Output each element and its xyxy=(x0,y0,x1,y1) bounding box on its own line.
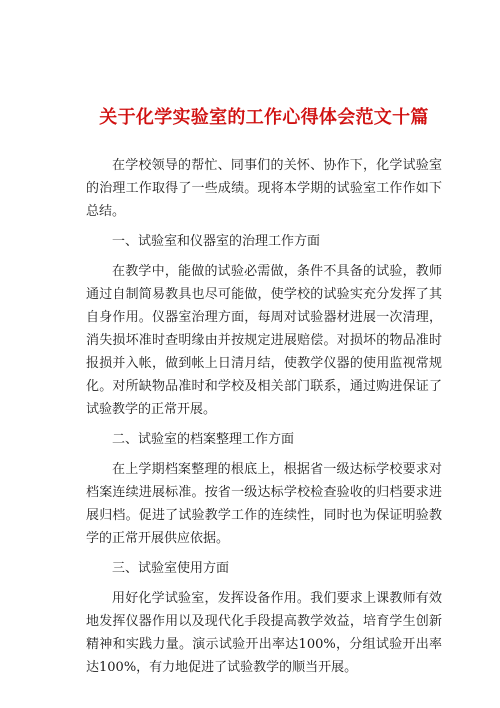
section-heading-lab-usage: 三、试验室使用方面 xyxy=(112,561,230,576)
section-heading-archive: 二、试验室的档案整理工作方面 xyxy=(112,432,295,447)
section-body-archive: 在上学期档案整理的根底上，根据省一级达标学校要求对档案连续进展标准。按省一级达标学校检查验收的归档要求进展归档。促进了试验教学工作的连续性，同时也为保证明验教学的正常开展供应依据。 xyxy=(86,462,442,546)
section-body-lab-management: 在教学中，能做的试验必需做，条件不具备的试验，教师通过自制简易教具也尽可能做，使学校的试验实充分发挥了其自身作用。仪器室治理方面，每周对试验器材进展一次清理，消失损坏准时查明缘由并按规定进展赔偿。对损坏的物品准时报损并入帐，做到帐上日清月结，使教学仪器的使用监视常规化。对所缺物品准时和学校及相关部门联系，通过购进保证了试验教学的正常开展。 xyxy=(86,264,442,417)
intro-paragraph: 在学校领导的帮忙、同事们的关怀、协作下，化学试验室的治理工作取得了一些成绩。现将本学期的试验室工作作如下总结。 xyxy=(86,158,442,219)
document-title: 关于化学实验室的工作心得体会范文十篇 xyxy=(99,107,429,128)
document-body xyxy=(86,154,442,679)
document-page xyxy=(86,104,442,686)
section-body-lab-usage: 用好化学试验室，发挥设备作用。我们要求上课教师有效地发挥仪器作用以及现代化手段提高教学效益，培育学生创新精神和实践力量。演示试验开出率达100%，分组试验开出率达100%，有力地促进了试验教学的顺当开展。 xyxy=(86,591,442,675)
section-heading-lab-management: 一、试验室和仪器室的治理工作方面 xyxy=(112,234,321,249)
